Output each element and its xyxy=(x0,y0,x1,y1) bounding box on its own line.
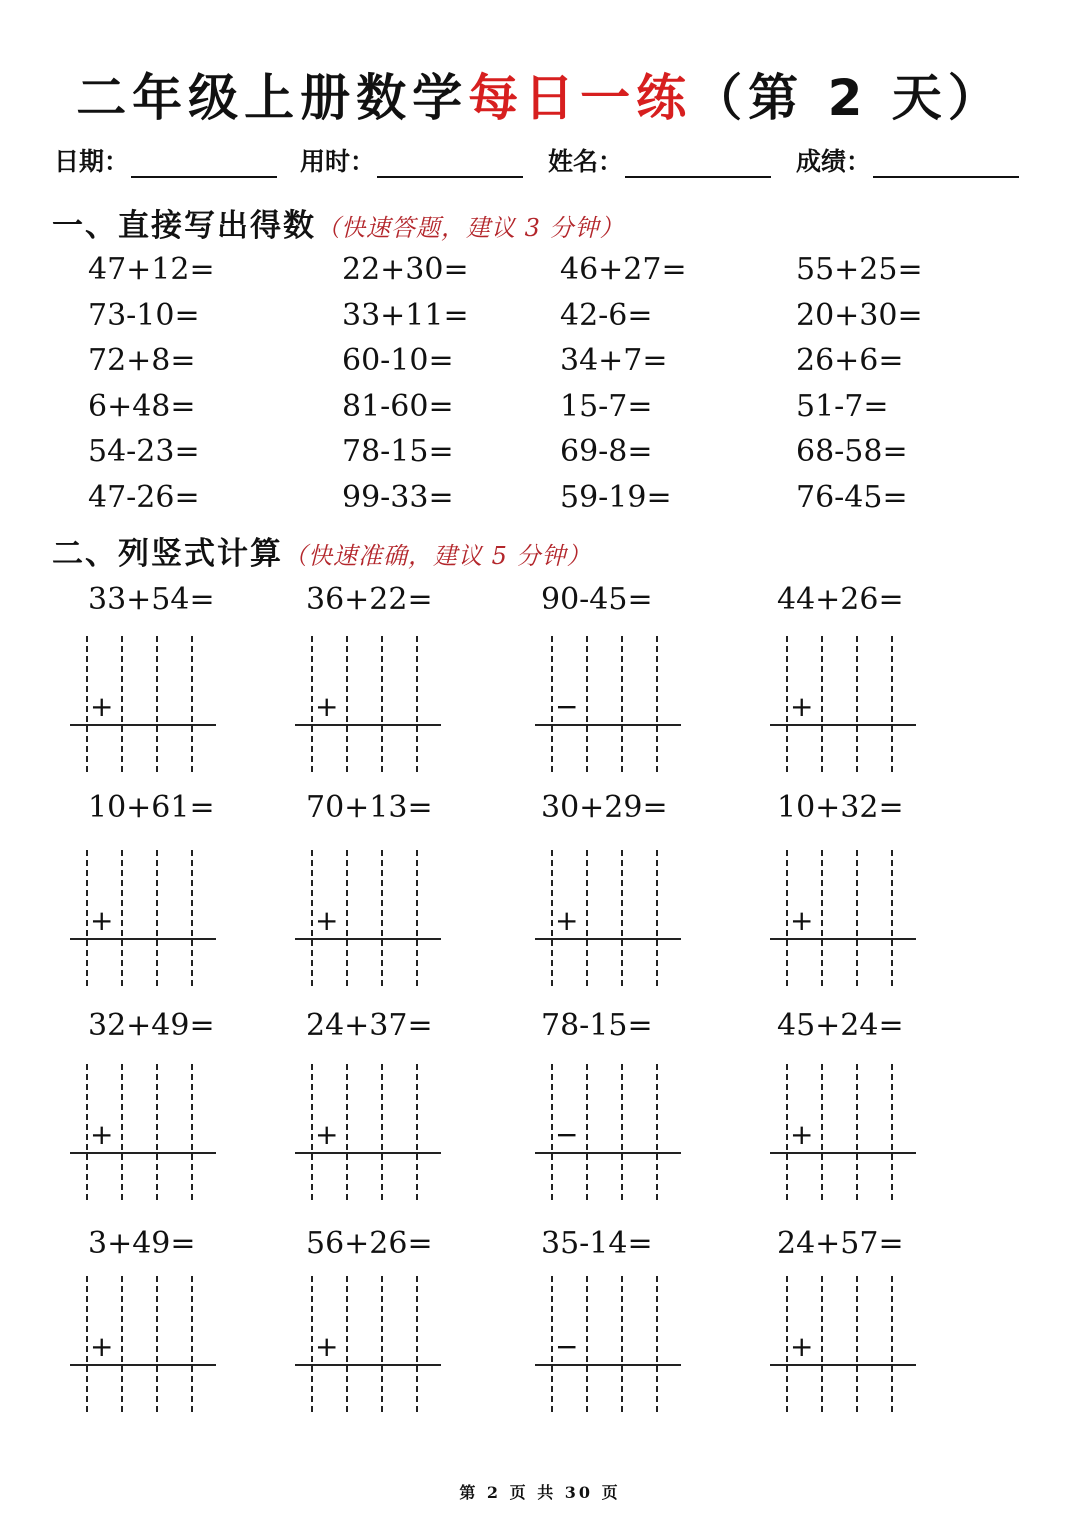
vertical-grid[interactable] xyxy=(770,636,920,776)
page-footer: 第 2 页 共 30 页 xyxy=(459,1483,621,1502)
operator-sign: + xyxy=(790,1330,814,1363)
grid-dashed-line xyxy=(856,636,858,772)
grid-dashed-line xyxy=(191,1064,193,1200)
operator-sign: − xyxy=(555,1118,579,1151)
grid-dashed-line xyxy=(586,1276,588,1412)
grid-dashed-line xyxy=(656,1064,658,1200)
grid-dashed-line xyxy=(121,850,123,986)
grid-result-line xyxy=(70,1364,216,1366)
oral-question: 51-7= xyxy=(796,388,889,424)
grid-dashed-line xyxy=(86,636,88,772)
time-field xyxy=(300,142,523,178)
date-field xyxy=(54,142,277,178)
time-blank[interactable] xyxy=(377,152,523,178)
grid-dashed-line xyxy=(381,850,383,986)
grid-dashed-line xyxy=(311,636,313,772)
vertical-grid[interactable] xyxy=(770,1276,920,1416)
grid-dashed-line xyxy=(346,850,348,986)
grid-dashed-line xyxy=(191,850,193,986)
vertical-question: 30+29= xyxy=(541,790,668,825)
grid-dashed-line xyxy=(621,1276,623,1412)
grid-result-line xyxy=(70,724,216,726)
operator-sign: − xyxy=(555,1330,579,1363)
grid-dashed-line xyxy=(621,850,623,986)
vertical-question: 24+57= xyxy=(777,1226,904,1261)
vertical-grid[interactable] xyxy=(70,1276,220,1416)
name-field xyxy=(548,142,771,178)
title-main: 二年级上册数学 xyxy=(76,69,469,127)
oral-question: 73-10= xyxy=(88,297,200,333)
grid-dashed-line xyxy=(891,1276,893,1412)
section2-title xyxy=(52,528,592,573)
grid-dashed-line xyxy=(656,850,658,986)
grid-dashed-line xyxy=(891,1064,893,1200)
grid-dashed-line xyxy=(121,1276,123,1412)
grid-dashed-line xyxy=(416,1276,418,1412)
grid-dashed-line xyxy=(191,636,193,772)
grid-dashed-line xyxy=(346,1276,348,1412)
vertical-question: 32+49= xyxy=(88,1008,215,1043)
grid-result-line xyxy=(295,938,441,940)
grid-dashed-line xyxy=(156,850,158,986)
grid-dashed-line xyxy=(821,850,823,986)
oral-question: 26+6= xyxy=(796,343,904,378)
grid-dashed-line xyxy=(821,1064,823,1200)
grid-dashed-line xyxy=(621,636,623,772)
grid-dashed-line xyxy=(586,1064,588,1200)
oral-question: 55+25= xyxy=(796,252,923,287)
grid-result-line xyxy=(535,938,681,940)
grid-dashed-line xyxy=(381,1064,383,1200)
grid-result-line xyxy=(770,724,916,726)
grid-dashed-line xyxy=(821,1276,823,1412)
grid-dashed-line xyxy=(381,1276,383,1412)
oral-question: 99-33= xyxy=(342,479,454,515)
oral-question: 47+12= xyxy=(88,252,215,287)
grid-result-line xyxy=(535,724,681,726)
grid-result-line xyxy=(70,938,216,940)
grid-dashed-line xyxy=(786,850,788,986)
oral-question: 69-8= xyxy=(560,434,653,469)
vertical-grid[interactable] xyxy=(535,850,685,990)
grid-result-line xyxy=(770,1364,916,1366)
operator-sign: + xyxy=(90,690,114,723)
oral-question: 68-58= xyxy=(796,434,908,469)
grid-dashed-line xyxy=(311,1276,313,1412)
grid-dashed-line xyxy=(86,850,88,986)
grid-dashed-line xyxy=(311,1064,313,1200)
operator-sign: + xyxy=(790,904,814,937)
vertical-grid[interactable] xyxy=(295,636,445,776)
score-blank[interactable] xyxy=(873,152,1019,178)
vertical-question: 33+54= xyxy=(88,582,215,617)
operator-sign: + xyxy=(90,1330,114,1363)
oral-question: 72+8= xyxy=(88,343,196,378)
oral-question: 76-45= xyxy=(796,479,908,515)
grid-dashed-line xyxy=(891,636,893,772)
vertical-question: 10+61= xyxy=(88,790,215,825)
vertical-grid[interactable] xyxy=(295,850,445,990)
operator-sign: + xyxy=(90,904,114,937)
oral-question: 34+7= xyxy=(560,343,668,378)
vertical-question: 45+24= xyxy=(777,1008,904,1043)
oral-question: 6+48= xyxy=(88,388,196,424)
grid-dashed-line xyxy=(416,636,418,772)
oral-question: 81-60= xyxy=(342,388,454,424)
oral-question: 47-26= xyxy=(88,479,200,515)
worksheet-title xyxy=(0,58,1080,130)
name-blank[interactable] xyxy=(625,152,771,178)
grid-dashed-line xyxy=(346,636,348,772)
title-day: （第 2 天） xyxy=(692,69,1004,127)
vertical-grid[interactable] xyxy=(295,1276,445,1416)
grid-dashed-line xyxy=(656,1276,658,1412)
grid-dashed-line xyxy=(156,1276,158,1412)
grid-result-line xyxy=(770,1152,916,1154)
title-highlight: 每日一练 xyxy=(468,69,693,127)
vertical-question: 10+32= xyxy=(777,790,904,825)
oral-question: 60-10= xyxy=(342,343,454,378)
operator-sign: + xyxy=(790,690,814,723)
vertical-question: 44+26= xyxy=(777,582,904,617)
grid-result-line xyxy=(70,1152,216,1154)
operator-sign: + xyxy=(315,1330,339,1363)
vertical-grid[interactable] xyxy=(535,636,685,776)
grid-dashed-line xyxy=(856,850,858,986)
section2-hint: （快速准确，建议 5 分钟） xyxy=(283,542,592,570)
grid-result-line xyxy=(535,1364,681,1366)
grid-dashed-line xyxy=(586,850,588,986)
grid-dashed-line xyxy=(821,636,823,772)
operator-sign: + xyxy=(555,904,579,937)
grid-dashed-line xyxy=(156,1064,158,1200)
oral-question: 20+30= xyxy=(796,297,923,333)
section1-title xyxy=(52,200,625,245)
date-blank[interactable] xyxy=(131,152,277,178)
grid-dashed-line xyxy=(586,636,588,772)
oral-question: 33+11= xyxy=(342,297,469,333)
section1-heading: 一、直接写出得数 xyxy=(52,208,316,244)
vertical-question: 90-45= xyxy=(541,582,653,617)
grid-dashed-line xyxy=(311,850,313,986)
grid-dashed-line xyxy=(191,1276,193,1412)
grid-dashed-line xyxy=(86,1276,88,1412)
score-label: 成绩： xyxy=(796,147,872,176)
oral-question: 54-23= xyxy=(88,434,200,469)
section1-hint: （快速答题，建议 3 分钟） xyxy=(316,214,625,242)
score-field xyxy=(796,142,1019,178)
operator-sign: + xyxy=(90,1118,114,1151)
date-label: 日期： xyxy=(54,147,130,176)
vertical-grid[interactable] xyxy=(70,850,220,990)
oral-question: 59-19= xyxy=(560,479,672,515)
grid-result-line xyxy=(535,1152,681,1154)
oral-question: 15-7= xyxy=(560,388,653,424)
vertical-grid[interactable] xyxy=(70,636,220,776)
oral-question: 78-15= xyxy=(342,434,454,469)
oral-question: 46+27= xyxy=(560,252,687,287)
grid-dashed-line xyxy=(786,636,788,772)
vertical-grid[interactable] xyxy=(295,1064,445,1204)
time-label: 用时： xyxy=(300,147,376,176)
oral-question: 42-6= xyxy=(560,297,653,333)
grid-dashed-line xyxy=(656,636,658,772)
grid-dashed-line xyxy=(856,1276,858,1412)
grid-result-line xyxy=(295,724,441,726)
grid-dashed-line xyxy=(156,636,158,772)
grid-dashed-line xyxy=(121,1064,123,1200)
grid-dashed-line xyxy=(551,1064,553,1200)
grid-dashed-line xyxy=(786,1064,788,1200)
grid-dashed-line xyxy=(891,850,893,986)
name-label: 姓名： xyxy=(548,147,624,176)
vertical-grid[interactable] xyxy=(535,1064,685,1204)
grid-dashed-line xyxy=(416,850,418,986)
grid-dashed-line xyxy=(121,636,123,772)
grid-dashed-line xyxy=(856,1064,858,1200)
vertical-question: 56+26= xyxy=(306,1226,433,1261)
operator-sign: − xyxy=(555,690,579,723)
operator-sign: + xyxy=(790,1118,814,1151)
vertical-grid[interactable] xyxy=(770,1064,920,1204)
grid-dashed-line xyxy=(86,1064,88,1200)
oral-question: 22+30= xyxy=(342,252,469,287)
grid-result-line xyxy=(295,1152,441,1154)
grid-dashed-line xyxy=(381,636,383,772)
vertical-grid[interactable] xyxy=(770,850,920,990)
vertical-question: 36+22= xyxy=(306,582,433,617)
grid-result-line xyxy=(770,938,916,940)
section2-heading: 二、列竖式计算 xyxy=(52,536,283,572)
operator-sign: + xyxy=(315,1118,339,1151)
grid-result-line xyxy=(295,1364,441,1366)
grid-dashed-line xyxy=(346,1064,348,1200)
grid-dashed-line xyxy=(551,636,553,772)
grid-dashed-line xyxy=(786,1276,788,1412)
grid-dashed-line xyxy=(621,1064,623,1200)
grid-dashed-line xyxy=(551,1276,553,1412)
grid-dashed-line xyxy=(551,850,553,986)
grid-dashed-line xyxy=(416,1064,418,1200)
vertical-question: 78-15= xyxy=(541,1008,653,1043)
vertical-grid[interactable] xyxy=(70,1064,220,1204)
vertical-question: 24+37= xyxy=(306,1008,433,1043)
vertical-question: 3+49= xyxy=(88,1226,196,1261)
operator-sign: + xyxy=(315,690,339,723)
vertical-grid[interactable] xyxy=(535,1276,685,1416)
vertical-question: 35-14= xyxy=(541,1226,653,1261)
info-row xyxy=(54,142,1034,186)
vertical-question: 70+13= xyxy=(306,790,433,825)
operator-sign: + xyxy=(315,904,339,937)
